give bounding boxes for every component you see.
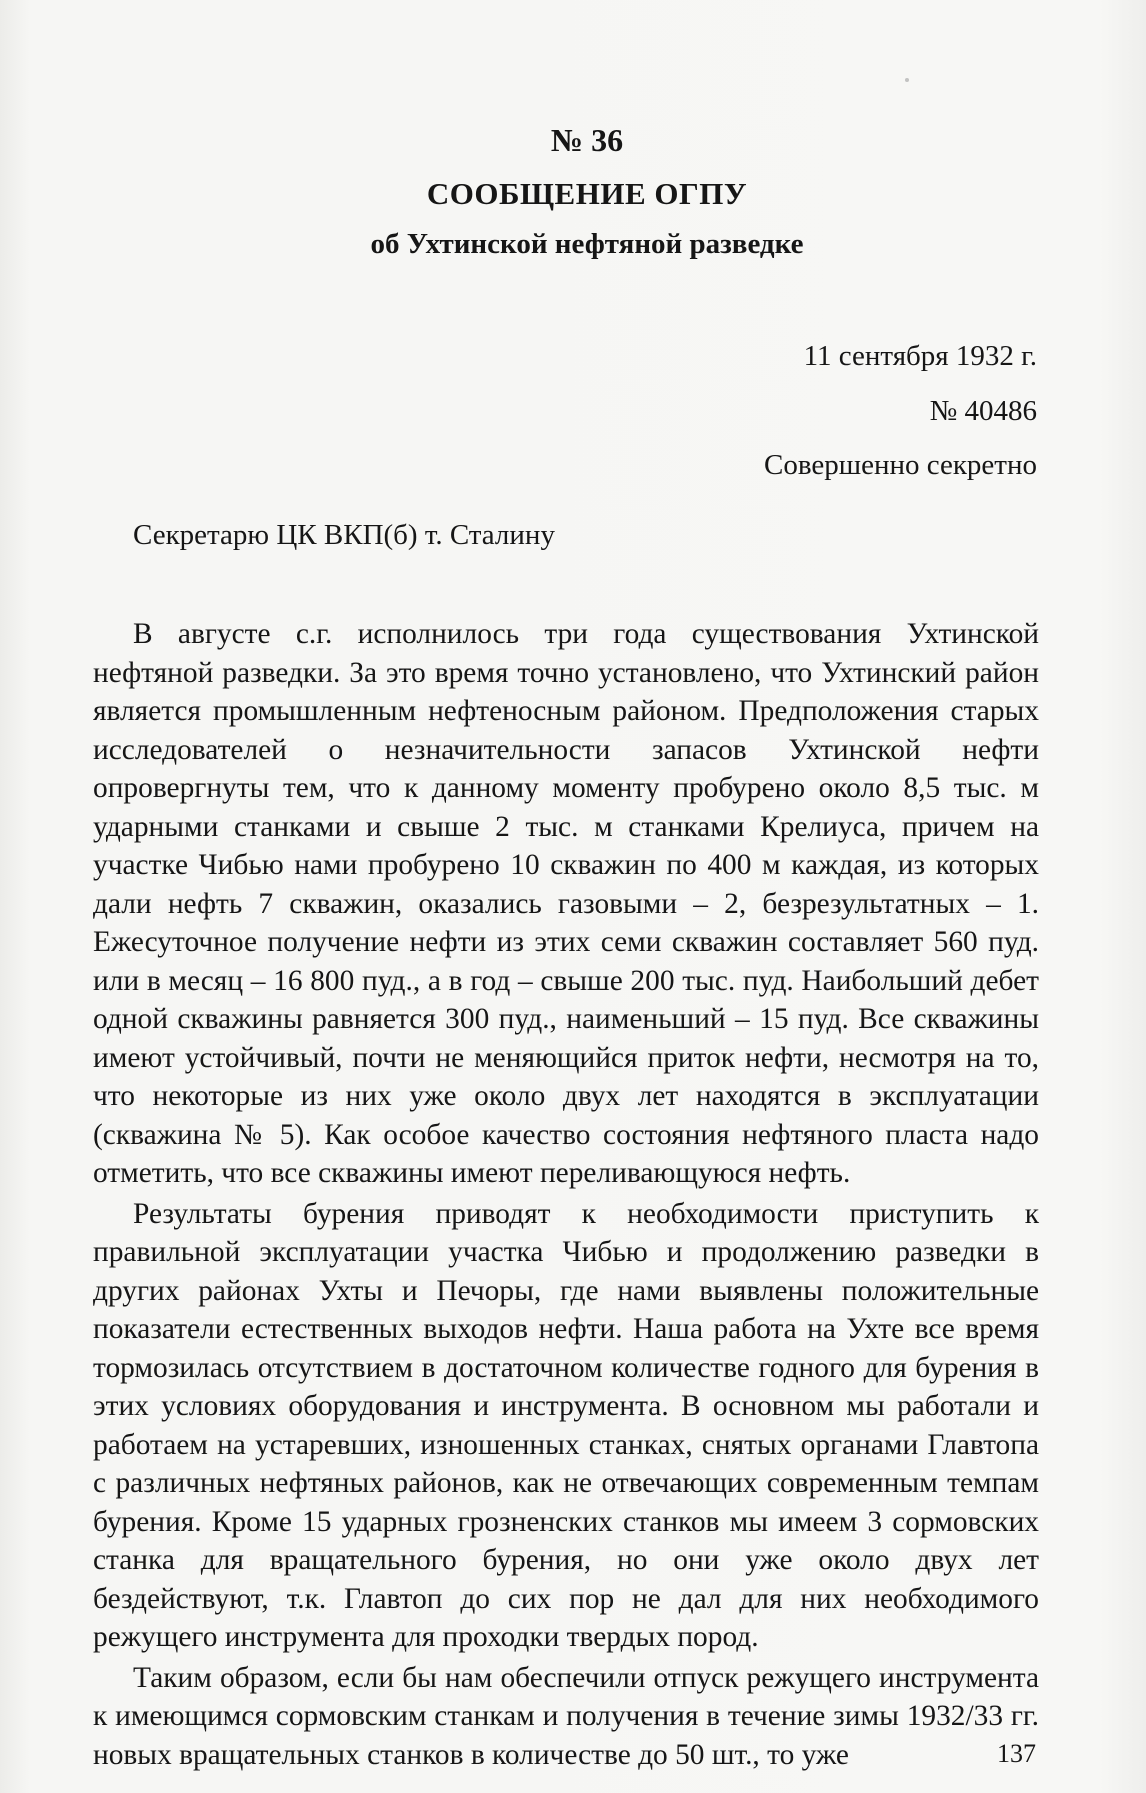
document-date: 11 сентября 1932 г. — [803, 340, 1037, 372]
registration-number: № 40486 — [929, 395, 1037, 427]
addressee: Секретарю ЦК ВКП(б) т. Сталину — [133, 519, 555, 551]
classification-label: Совершенно секретно — [764, 449, 1037, 481]
body-paragraph: Результаты бурения приводят к необходимости приступить к правильной эксплуатации участка Чибью и продолжению разведки в других районах Ухты и Печоры, где нами выявлены положительные показатели естественных выходов нефти. Наша работа на Ухте все время тормозилась отсутствием в достаточном количестве годного для бурения в этих условиях оборудования и инструмента. В основном мы работали и работаем на устаревших, изношенных станках, снятых органами Главтопа с различных нефтяных районов, как не отвечающих современным темпам бурения. Кроме 15 ударных грозненских станков мы имеем 3 сормовских станка для вращательного бурения, но они уже около двух лет бездействуют, т.к. Главтоп до сих пор не дал для них необходимого режущего инструмента для проходки твердых пород. — [93, 1197, 1039, 1653]
document-body — [93, 615, 1039, 1776]
body-paragraph: Таким образом, если бы нам обеспечили отпуск режущего инструмента к имеющимся сормовским станкам и получения в течение зимы 1932/33 гг. новых вращательных станков в количестве до 50 шт., то уже — [93, 1661, 1039, 1771]
page-number: 137 — [997, 1739, 1036, 1768]
body-paragraph: В августе с.г. исполнилось три года существования Ухтинской нефтяной разведки. За это время точно установлено, что Ухтинский район является промышленным нефтеносным районом. Предположения старых исследователей о незначительности запасов Ухтинской нефти опровергнуты тем, что к данному моменту пробурено около 8,5 тыс. м ударными станками и свыше 2 тыс. м станками Крелиуса, причем на участке Чибью нами пробурено 10 скважин по 400 м каждая, из которых дали нефть 7 скважин, оказались газовыми – 2, безрезультатных – 1. Ежесуточное получение нефти из этих семи скважин составляет 560 пуд. или в месяц – 16 800 пуд., а в год – свыше 200 тыс. пуд. Наибольший дебет одной скважины равняется 300 пуд., наименьший – 15 пуд. Все скважины имеют устойчивый, почти не меняющийся приток нефти, несмотря на то, что некоторые из них уже около двух лет находятся в эксплуатации (скважина № 5). Как особое качество состояния нефтяного пласта надо отметить, что все скважины имеют переливающуюся нефть. — [93, 618, 1039, 1189]
page-speck — [905, 78, 909, 82]
document-subtitle: об Ухтинской нефтяной разведке — [370, 228, 804, 260]
document-title: СООБЩЕНИЕ ОГПУ — [426, 176, 748, 211]
document-number: № 36 — [550, 122, 624, 158]
